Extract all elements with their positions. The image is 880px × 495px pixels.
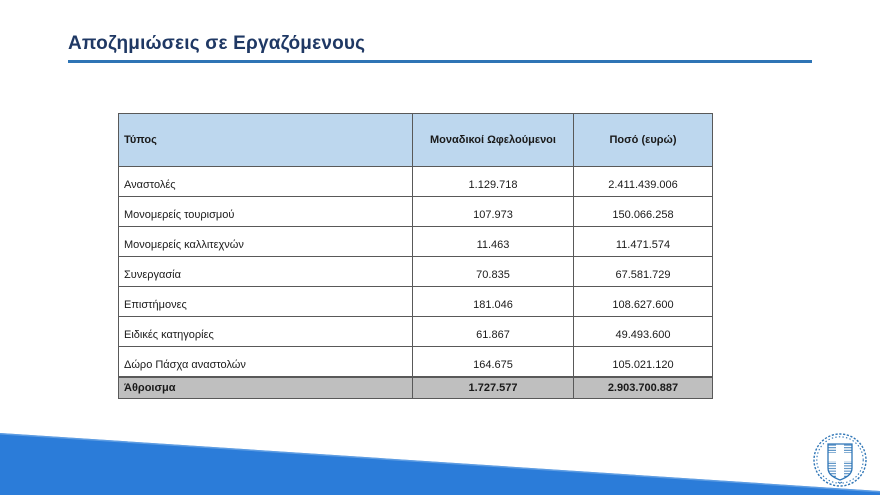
- table-row: [119, 317, 713, 347]
- cell-type: Αναστολές: [119, 167, 413, 197]
- total-beneficiaries: 1.727.577: [413, 377, 574, 399]
- table-row: [119, 347, 713, 378]
- cell-amount: 108.627.600: [574, 287, 713, 317]
- table-row: [119, 197, 713, 227]
- cell-type: Επιστήμονες: [119, 287, 413, 317]
- cell-amount: 67.581.729: [574, 257, 713, 287]
- title-underline: [68, 60, 812, 63]
- table-row: [119, 257, 713, 287]
- cell-beneficiaries: 70.835: [413, 257, 574, 287]
- cell-amount: 2.411.439.006: [574, 167, 713, 197]
- col-header-beneficiaries: Μοναδικοί Ωφελούμενοι: [413, 114, 574, 167]
- total-label: Άθροισμα: [119, 377, 413, 399]
- total-amount: 2.903.700.887: [574, 377, 713, 399]
- cell-beneficiaries: 164.675: [413, 347, 574, 378]
- cell-type: Μονομερείς τουρισμού: [119, 197, 413, 227]
- cell-type: Μονομερείς καλλιτεχνών: [119, 227, 413, 257]
- table-total-row: [119, 377, 713, 399]
- table-row: [119, 227, 713, 257]
- cell-type: Ειδικές κατηγορίες: [119, 317, 413, 347]
- cell-amount: 11.471.574: [574, 227, 713, 257]
- col-header-amount: Ποσό (ευρώ): [574, 114, 713, 167]
- cell-amount: 49.493.600: [574, 317, 713, 347]
- cell-beneficiaries: 181.046: [413, 287, 574, 317]
- col-header-type: Τύπος: [119, 114, 413, 167]
- table-row: [119, 167, 713, 197]
- greek-government-emblem-icon: [811, 431, 869, 489]
- cell-beneficiaries: 107.973: [413, 197, 574, 227]
- table-header-row: [119, 114, 713, 167]
- cell-type: Δώρο Πάσχα αναστολών: [119, 347, 413, 378]
- cell-beneficiaries: 61.867: [413, 317, 574, 347]
- compensation-table: [118, 113, 713, 399]
- cell-beneficiaries: 11.463: [413, 227, 574, 257]
- table-row: [119, 287, 713, 317]
- cell-amount: 150.066.258: [574, 197, 713, 227]
- cell-beneficiaries: 1.129.718: [413, 167, 574, 197]
- page-title: Αποζημιώσεις σε Εργαζόμενους: [68, 33, 366, 54]
- cell-type: Συνεργασία: [119, 257, 413, 287]
- cell-amount: 105.021.120: [574, 347, 713, 378]
